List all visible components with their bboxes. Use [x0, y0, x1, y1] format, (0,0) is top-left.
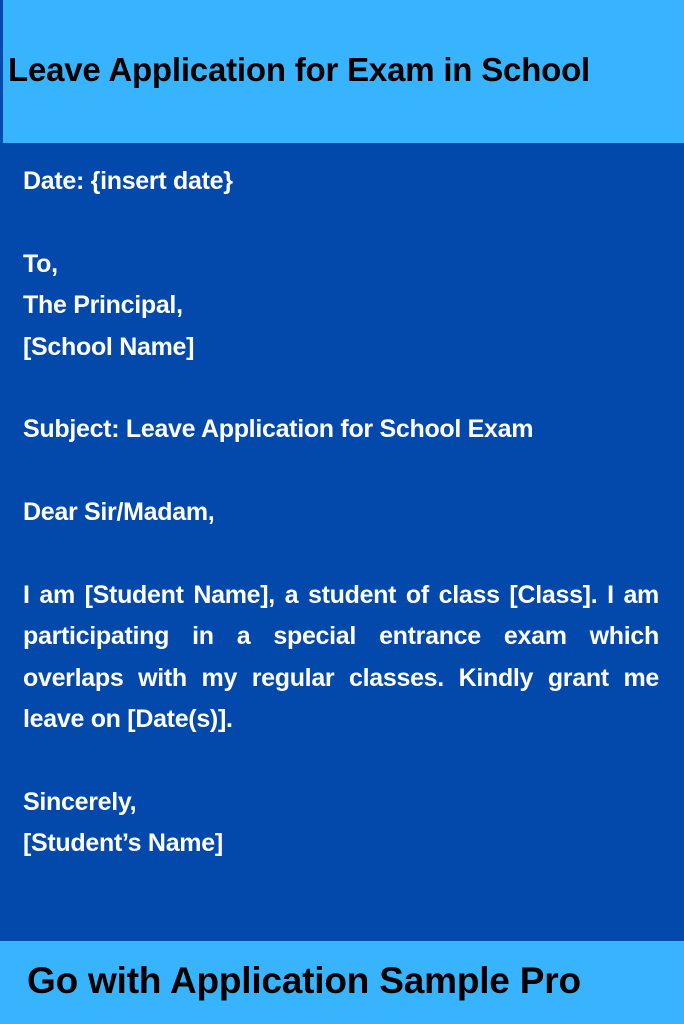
letter-body [23, 161, 659, 865]
letter-recipient: The Principal, [23, 291, 183, 320]
letter-date: Date: {insert date} [23, 167, 233, 195]
spacer [23, 368, 659, 409]
letter-salutation: Dear Sir/Madam, [23, 498, 215, 527]
letter-signature: [Student’s Name] [23, 829, 223, 858]
spacer [23, 534, 659, 575]
spacer [23, 202, 659, 243]
spacer [23, 451, 659, 492]
letter-to: To, [23, 249, 58, 278]
letter-paragraph: I am [Student Name], a student of class [Class]. I am participating in a special entrance exam which overlaps with my regular classes. Kindly grant me leave on [Date(s)]. [23, 581, 659, 734]
letter-school: [School Name] [23, 332, 195, 361]
header-banner [3, 0, 684, 143]
footer-banner [0, 941, 684, 1024]
spacer [23, 741, 659, 782]
letter-closing: Sincerely, [23, 788, 137, 817]
page-title: Leave Application for Exam in School [8, 51, 591, 88]
letter-subject: Subject: Leave Application for School Exam [23, 415, 534, 444]
footer-text: Go with Application Sample Pro [27, 960, 581, 1001]
